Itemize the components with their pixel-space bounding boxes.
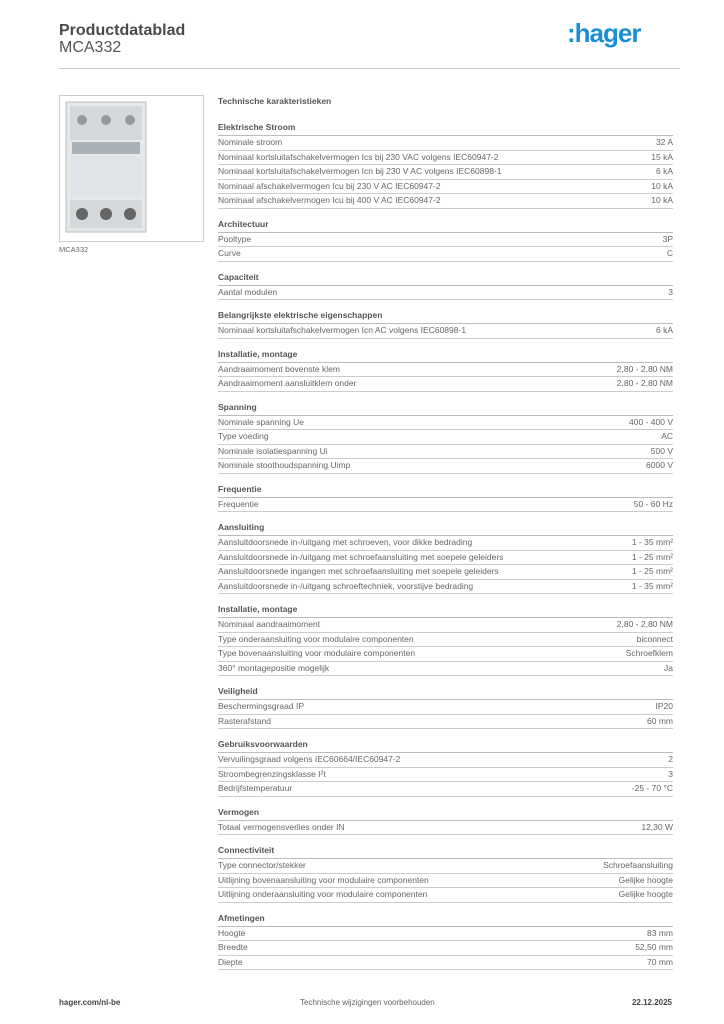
- section-title: Spanning: [218, 400, 673, 416]
- spec-value: Gelijke hoogte: [618, 874, 673, 885]
- spec-row: [218, 416, 673, 431]
- spec-label: Vervuilingsgraad volgens IEC60664/IEC60947-2: [218, 754, 401, 764]
- spec-label: Curve: [218, 248, 241, 258]
- spec-value: -25 - 70 °C: [631, 783, 673, 793]
- spec-row: [218, 888, 673, 903]
- spec-label: Nominaal afschakelvermogen Icu bij 400 V AC IEC60947-2: [218, 195, 441, 205]
- spec-row: [218, 768, 673, 783]
- spec-row: [218, 536, 673, 551]
- spec-value: biconnect: [636, 633, 673, 644]
- spec-value: 6 kA: [655, 325, 673, 335]
- spec-label: Nominale spanning Ue: [218, 416, 304, 427]
- spec-label: Beschermingsgraad IP: [218, 701, 304, 711]
- header-divider: [59, 68, 680, 69]
- spec-value: 10 kA: [651, 180, 673, 191]
- spec-label: Type connector/stekker: [218, 860, 306, 870]
- spec-value: 32 A: [655, 137, 673, 147]
- footer-disclaimer: Technische wijzigingen voorbehouden: [300, 998, 435, 1007]
- spec-label: Nominale isolatiespanning Ui: [218, 445, 328, 456]
- spec-label: Frequentie: [218, 498, 259, 509]
- spec-row: [218, 180, 673, 195]
- product-image: [59, 95, 204, 242]
- section-title: Installatie, montage: [218, 347, 673, 363]
- hager-logo: :hager: [567, 18, 641, 48]
- spec-value: Schroefklem: [625, 648, 673, 658]
- spec-label: Aansluitdoorsnede in-/uitgang met schroeven, voor dikke bedrading: [218, 537, 473, 547]
- spec-row: [218, 859, 673, 874]
- spec-value: C: [666, 248, 673, 258]
- spec-label: Aansluitdoorsnede in-/uitgang schroeftechniek, voorstijve bedrading: [218, 580, 474, 591]
- section-title: Vermogen: [218, 805, 673, 821]
- spec-value: 12,30 W: [641, 821, 673, 832]
- spec-row: [218, 165, 673, 180]
- spec-value: AC: [661, 431, 673, 441]
- spec-row: [218, 363, 673, 378]
- spec-label: Type bovenaansluiting voor modulaire componenten: [218, 648, 416, 658]
- spec-section: [218, 684, 673, 729]
- spec-row: [218, 618, 673, 633]
- page-title: Productdatablad: [59, 22, 186, 39]
- spec-row: [218, 647, 673, 662]
- section-title: Veiligheid: [218, 684, 673, 700]
- spec-row: [218, 459, 673, 474]
- spec-section: [218, 482, 673, 513]
- spec-section: [218, 737, 673, 797]
- spec-section: [218, 120, 673, 209]
- section-title: Capaciteit: [218, 270, 673, 286]
- spec-value: 1 - 25 mm²: [631, 551, 673, 562]
- spec-row: [218, 565, 673, 580]
- spec-value: Ja: [664, 662, 673, 673]
- spec-row: [218, 247, 673, 262]
- spec-label: Aandraaimoment aansluitklem onder: [218, 378, 357, 388]
- spec-row: [218, 136, 673, 151]
- spec-label: Rasterafstand: [218, 715, 271, 726]
- spec-label: 360° montagepositie mogelijk: [218, 662, 330, 673]
- spec-row: [218, 874, 673, 889]
- spec-label: Hoogte: [218, 927, 246, 938]
- spec-label: Nominaal kortsluitafschakelvermogen Icn bij 230 V AC volgens IEC60898-1: [218, 166, 502, 176]
- spec-label: Aantal modulen: [218, 286, 278, 297]
- footer-date: 22.12.2025: [631, 998, 672, 1007]
- spec-section: [218, 805, 673, 836]
- section-title: Frequentie: [218, 482, 673, 498]
- section-title: Aansluiting: [218, 520, 673, 536]
- spec-row: [218, 324, 673, 339]
- spec-row: [218, 941, 673, 956]
- spec-row: [218, 286, 673, 301]
- spec-value: 2,80 - 2,80 NM: [616, 619, 673, 629]
- spec-value: Schroefaansluiting: [603, 860, 673, 870]
- spec-row: [218, 927, 673, 942]
- section-title: Installatie, montage: [218, 602, 673, 618]
- spec-row: [218, 233, 673, 248]
- spec-row: [218, 430, 673, 445]
- spec-value: 3P: [662, 233, 673, 244]
- spec-value: 50 - 60 Hz: [633, 498, 673, 509]
- product-model: MCA332: [59, 39, 122, 56]
- spec-label: Totaal vermogensverlies onder IN: [218, 821, 345, 832]
- spec-row: [218, 377, 673, 392]
- spec-row: [218, 956, 673, 971]
- spec-value: IP20: [655, 701, 673, 711]
- spec-row: [218, 445, 673, 460]
- spec-value: 500 V: [650, 445, 673, 456]
- spec-label: Aandraaimoment bovenste klem: [218, 363, 340, 374]
- spec-label: Nominaal afschakelvermogen Icu bij 230 V AC IEC60947-2: [218, 180, 441, 191]
- spec-label: Nominaal kortsluitafschakelvermogen Ics bij 230 VAC volgens IEC60947-2: [218, 151, 499, 162]
- spec-label: Type onderaansluiting voor modulaire componenten: [218, 633, 414, 644]
- spec-label: Nominaal kortsluitafschakelvermogen Icn AC volgens IEC60898-1: [218, 325, 467, 335]
- spec-value: 83 mm: [647, 927, 673, 938]
- spec-row: [218, 782, 673, 797]
- section-title: Belangrijkste elektrische eigenschappen: [218, 308, 673, 324]
- spec-label: Nominale stoothoudspanning Uimp: [218, 460, 351, 470]
- spec-row: [218, 633, 673, 648]
- spec-row: [218, 194, 673, 209]
- spec-label: Type voeding: [218, 431, 269, 441]
- spec-value: 70 mm: [647, 956, 673, 967]
- spec-label: Aansluitdoorsnede ingangen met schroefaansluiting met soepele geleiders: [218, 566, 499, 576]
- spec-value: 6 kA: [655, 166, 673, 176]
- spec-value: 1 - 35 mm²: [631, 537, 673, 547]
- spec-label: Stroombegrenzingsklasse I²t: [218, 768, 326, 779]
- spec-value: Gelijke hoogte: [618, 889, 673, 899]
- spec-label: Bedrijfstemperatuur: [218, 783, 293, 793]
- spec-section: [218, 270, 673, 301]
- spec-label: Pooltype: [218, 233, 252, 244]
- spec-row: [218, 498, 673, 513]
- spec-label: Breedte: [218, 942, 248, 952]
- spec-section: [218, 347, 673, 392]
- spec-label: Diepte: [218, 956, 243, 967]
- spec-row: [218, 662, 673, 677]
- spec-label: Uitlijning bovenaansluiting voor modulaire componenten: [218, 874, 429, 885]
- spec-row: [218, 551, 673, 566]
- spec-value: 3: [668, 286, 673, 297]
- spec-section: [218, 217, 673, 262]
- spec-row: [218, 151, 673, 166]
- spec-section: [218, 520, 673, 594]
- spec-value: 2,80 - 2,80 NM: [616, 378, 673, 388]
- characteristics: [218, 96, 673, 978]
- spec-value: 2: [668, 754, 673, 764]
- spec-value: 400 - 400 V: [629, 416, 673, 427]
- spec-value: 3: [668, 768, 673, 779]
- footer-website[interactable]: hager.com/nl-be: [59, 998, 121, 1007]
- section-title: Afmetingen: [218, 911, 673, 927]
- spec-label: Aansluitdoorsnede in-/uitgang met schroefaansluiting met soepele geleiders: [218, 551, 504, 562]
- spec-row: [218, 700, 673, 715]
- section-title: Elektrische Stroom: [218, 120, 673, 136]
- spec-row: [218, 580, 673, 595]
- image-caption: MCA332: [59, 245, 89, 254]
- spec-value: 1 - 35 mm²: [631, 580, 673, 591]
- spec-row: [218, 715, 673, 730]
- spec-value: 52,50 mm: [635, 942, 673, 952]
- spec-row: [218, 753, 673, 768]
- spec-label: Nominaal aandraaimoment: [218, 619, 321, 629]
- spec-value: 6000 V: [646, 460, 673, 470]
- section-title: Connectiviteit: [218, 843, 673, 859]
- spec-label: Nominale stroom: [218, 137, 283, 147]
- spec-label: Uitlijning onderaansluiting voor modulaire componenten: [218, 889, 428, 899]
- spec-section: [218, 400, 673, 474]
- characteristics-title: Technische karakteristieken: [218, 96, 332, 106]
- spec-value: 1 - 25 mm²: [631, 566, 673, 576]
- spec-value: 2,80 - 2,80 NM: [616, 363, 673, 374]
- section-title: Gebruiksvoorwaarden: [218, 737, 673, 753]
- spec-section: [218, 911, 673, 971]
- spec-section: [218, 602, 673, 676]
- spec-section: [218, 308, 673, 339]
- spec-value: 15 kA: [651, 151, 673, 162]
- section-title: Architectuur: [218, 217, 673, 233]
- spec-value: 10 kA: [651, 195, 673, 205]
- spec-row: [218, 821, 673, 836]
- spec-value: 60 mm: [647, 715, 673, 726]
- spec-section: [218, 843, 673, 903]
